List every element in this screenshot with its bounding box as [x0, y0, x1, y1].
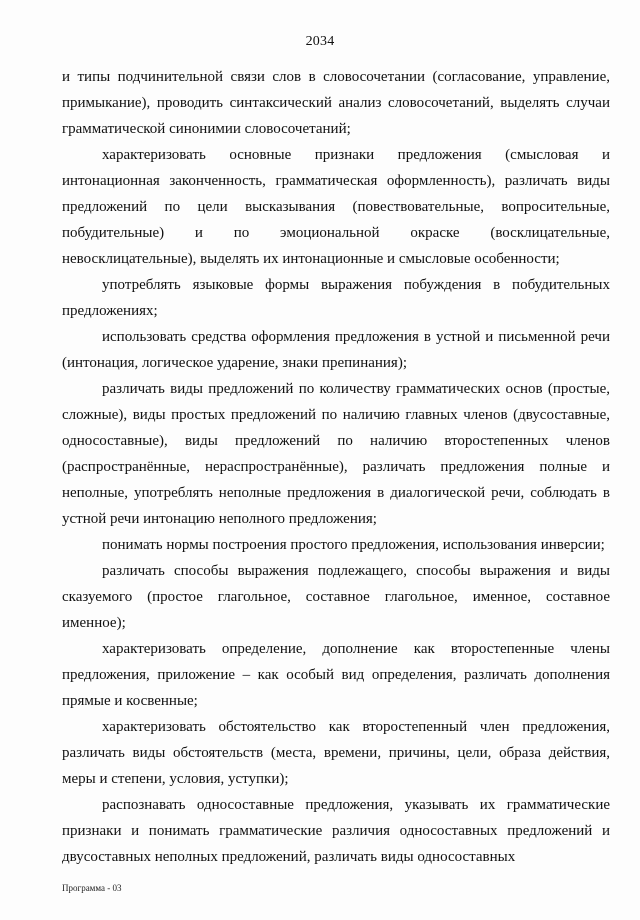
paragraph-continuation: и типы подчинительной связи слов в словосочетании (согласование, управление, примыкание), проводить синтаксический анализ словосочетаний, выделять случаи грамматической синонимии словосочетаний;	[62, 69, 610, 137]
paragraph: характеризовать определение, дополнение как второстепенные члены предложения, приложение – как особый вид определения, различать дополнения прямые и косвенные;	[62, 641, 610, 709]
paragraph: использовать средства оформления предложения в устной и письменной речи (интонация, логическое ударение, знаки препинания);	[62, 329, 610, 371]
paragraph: различать виды предложений по количеству грамматических основ (простые, сложные), виды простых предложений по наличию главных членов (двусоставные, односоставные), виды предложений по наличию второстепенных членов (распространённые, нераспространённые), различать предложения полные и неполные, употреблять неполные предложения в диалогической речи, соблюдать в устной речи интонацию неполного предложения;	[62, 381, 610, 527]
body-text	[62, 64, 610, 870]
paragraph: употреблять языковые формы выражения побуждения в побудительных предложениях;	[62, 277, 610, 319]
paragraph: распознавать односоставные предложения, указывать их грамматические признаки и понимать грамматические различия односоставных предложений и двусоставных неполных предложений, различать виды односоставных	[62, 797, 610, 865]
paragraph: понимать нормы построения простого предложения, использования инверсии;	[102, 537, 605, 553]
paragraph: характеризовать обстоятельство как второстепенный член предложения, различать виды обстоятельств (места, времени, причины, цели, образа действия, меры и степени, условия, уступки);	[62, 719, 610, 787]
paragraph: характеризовать основные признаки предложения (смысловая и интонационная законченность, грамматическая оформленность), различать виды предложений по цели высказывания (повествовательные, вопросительные, побудительные) и по эмоциональной окраске (восклицательные, невосклицательные), выделять их интонационные и смысловые особенности;	[62, 147, 610, 267]
page-footer: Программа - 03	[62, 883, 122, 893]
paragraph: различать способы выражения подлежащего, способы выражения и виды сказуемого (простое глагольное, составное глагольное, именное, составное именное);	[62, 563, 610, 631]
page-number: 2034	[305, 34, 335, 49]
